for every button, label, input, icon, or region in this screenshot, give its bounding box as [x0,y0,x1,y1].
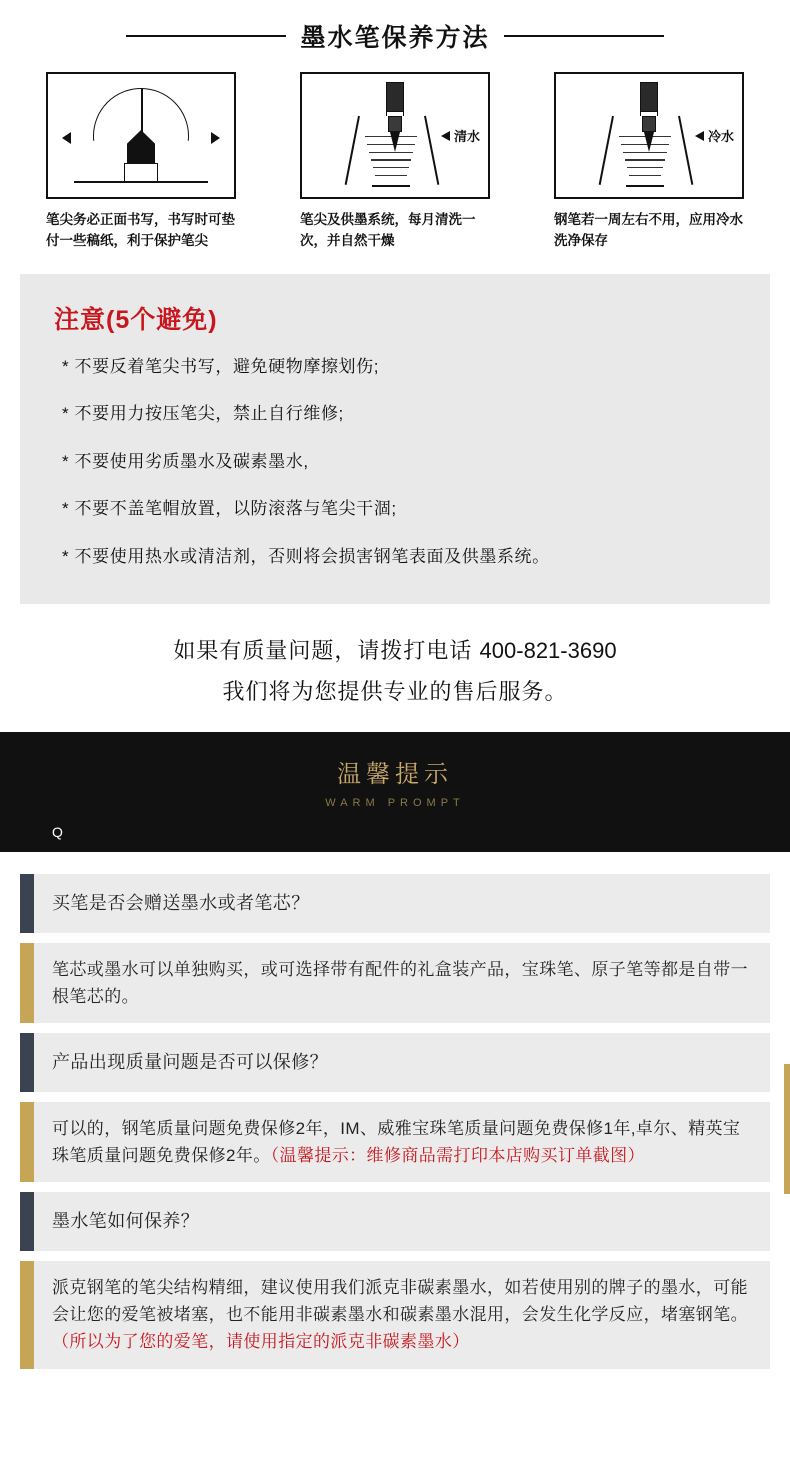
answer-accent-bar [20,1102,34,1182]
pen-in-water-cup-icon [300,72,490,199]
faq-answer-highlight: （所以为了您的爱笔，请使用指定的派克非碳素墨水） [52,1332,470,1352]
paper-line [74,181,208,183]
faq-question-text: 买笔是否会赠送墨水或者笔芯？ [52,892,310,913]
faq-answer-body: 可以的，钢笔质量问题免费保修2年，IM、威雅宝珠笔质量问题免费保修1年,卓尔、精英宝珠笔质量问题免费保修2年。 [52,1118,741,1165]
notice-item: * 不要反着笔尖书写，避免硬物摩擦划伤; [62,356,380,376]
water-label-text: 清水 [453,129,480,144]
banner-title-cn: 温馨提示 [337,760,453,788]
arrow-left-icon [62,132,71,144]
question-accent-bar [20,1033,34,1092]
hotline-prefix: 如果有质量问题，请拨打电话 [173,637,480,663]
cold-water-label-text: 冷水 [707,129,734,144]
panel-nib-front-writing [46,72,236,252]
pen-in-cold-water-cup-icon [554,72,744,199]
question-accent-bar [20,1192,34,1251]
question-accent-bar [20,874,34,933]
water-label [441,126,480,145]
faq-question-text: 墨水笔如何保养？ [52,1211,200,1232]
faq-question-text: 产品出现质量问题是否可以保修？ [52,1052,328,1073]
arrow-left-icon [441,131,450,141]
panel-cold-water-storage [554,72,744,252]
notice-item: * 不要用力按压笔尖，禁止自行维修; [62,404,344,424]
faq-answer [20,943,770,1023]
arrow-right-icon [211,132,220,144]
hotline-line-2: 我们将为您提供专业的售后服务。 [222,678,568,704]
cup-wall-right [678,116,693,185]
cup-wall-left [599,116,614,185]
side-accent-strip [784,1064,790,1194]
answer-accent-bar [20,1261,34,1369]
notice-item: * 不要不盖笔帽放置，以防滚落与笔尖干涸; [62,499,397,519]
faq-answer-text [34,943,770,1023]
arrow-left-icon [695,131,704,141]
faq-answer-highlight: （温馨提示：维修商品需打印本店购买订单截图） [270,1146,645,1165]
pen-cap [640,82,658,112]
pen-nib-front-view-icon [46,72,236,199]
cup-wall-left [345,116,360,185]
panel-caption: 笔尖及供墨系统，每月清洗一次，并自然干燥 [300,212,476,248]
pen-grip [642,116,656,132]
title-rule-left [126,35,286,37]
faq-answer-body: 派克钢笔的笔尖结构精细，建议使用我们派克非碳素墨水，如若使用别的牌子的墨水，可能会让您的爱笔被堵塞，也不能用非碳素墨水和碳素墨水混用，会发生化学反应，堵塞钢笔。 [52,1277,748,1325]
hotline-phone-number: 400-821-3690 [479,637,617,663]
faq-question [20,1033,770,1092]
page-title-row [0,0,790,54]
title-rule-right [504,35,664,37]
notice-box [20,274,770,604]
faq-item [20,874,770,1023]
faq-answer-body: 笔芯或墨水可以单独购买，或可选择带有配件的礼盒装产品，宝珠笔、原子笔等都是自带一根笔芯的。 [52,959,748,1006]
notice-title: 注意(5个避免) [54,305,218,334]
notice-item: * 不要使用劣质墨水及碳素墨水, [62,451,309,471]
banner-title-en: WARM PROMPT [325,796,465,809]
faq-question [20,874,770,933]
panel-caption: 笔尖务必正面书写，书写时可垫付一些稿纸，利于保护笔尖 [46,212,235,248]
illustration-panels [0,54,790,252]
faq-item [20,1033,770,1182]
cold-water-label [695,126,734,145]
faq-answer-text [34,1102,770,1182]
warm-prompt-banner [0,732,790,852]
faq-answer [20,1261,770,1369]
notice-item: * 不要使用热水或清洁剂，否则将会损害钢笔表面及供墨系统。 [62,546,550,566]
cup-bottom [626,185,664,187]
faq-answer-text [34,1261,770,1369]
panel-caption: 钢笔若一周左右不用，应用冷水洗净保存 [554,212,743,248]
page-title: 墨水笔保养方法 [300,24,490,52]
faq-section [0,852,790,1369]
water-lines [362,136,420,184]
hotline-line-1 [20,634,770,665]
faq-answer [20,1102,770,1182]
banner-corner-mark: Q [52,823,63,840]
cup-wall-right [424,116,439,185]
answer-accent-bar [20,943,34,1023]
panel-monthly-cleaning [300,72,490,252]
faq-item [20,1192,770,1368]
pen-body-shape [124,163,158,181]
cup-bottom [372,185,410,187]
pen-cap [386,82,404,112]
water-lines [616,136,674,184]
pen-grip [388,116,402,132]
hotline-section [0,604,790,732]
faq-question [20,1192,770,1251]
